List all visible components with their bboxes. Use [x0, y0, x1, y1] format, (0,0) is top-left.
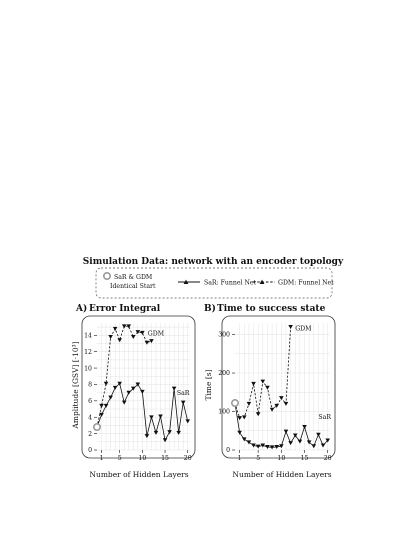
panel-a-xlabel: Number of Hidden Layers	[89, 470, 189, 479]
panel-b-ytick-label: 0	[226, 447, 230, 455]
panel-b-gdm-point	[288, 325, 293, 329]
figure-title: Simulation Data: network with an encoder topology	[82, 257, 344, 267]
panel-a-annotation-gdm: GDM	[147, 330, 165, 338]
panel-a-ytick-label: 2	[88, 430, 92, 438]
panel-a-sar-point	[158, 415, 163, 419]
legend-sar-label: SaR: Funnel Net	[204, 279, 257, 287]
panel-a-sar-point	[122, 401, 127, 405]
panel-a-gdm-point	[117, 338, 122, 342]
panel-b-xtick-label: 5	[256, 455, 261, 462]
panel-a-sar-point	[172, 387, 177, 391]
panel-b-xtick-label: 15	[300, 455, 309, 462]
panel-b-gdm-point	[242, 415, 247, 419]
panel-a-gdm-point	[104, 382, 109, 386]
panel-a-sar-point	[176, 431, 181, 435]
panel-a-gdm-point	[149, 339, 154, 343]
panel-a-xtick-label: 15	[161, 455, 169, 462]
panel-a-sar-point	[104, 404, 109, 408]
panel-b-gdm-point	[256, 412, 261, 416]
panel-a-sar-point	[181, 401, 186, 405]
panel-b-annotation-sar: SaR	[318, 414, 332, 422]
panel-a-sar-point	[113, 386, 118, 390]
panel-a-sar-point	[185, 419, 190, 423]
panel-b-ylabel: Time [s]	[204, 369, 213, 401]
panel-a-ytick-label: 8	[88, 381, 92, 389]
panel-b-gdm-point	[279, 396, 284, 400]
panel-a-gdm-point	[108, 335, 113, 339]
panel-b-xlabel: Number of Hidden Layers	[232, 470, 332, 479]
panel-a-xtick-label: 1	[99, 455, 104, 462]
panel-a-gdm-point	[99, 404, 104, 408]
panel-a-gdm-point	[131, 335, 136, 339]
panel-a-xtick-label: 10	[138, 455, 147, 462]
panel-a	[71, 303, 195, 479]
panel-b-gdm-point	[270, 408, 275, 412]
panel-b-sar-point	[321, 443, 326, 447]
panel-b-annotation-gdm: GDM	[295, 325, 312, 333]
legend	[96, 268, 334, 298]
panel-b-sar-point	[298, 440, 303, 444]
panel-a-ytick-label: 10	[84, 365, 92, 373]
panel-a-title: Error Integral	[89, 304, 161, 314]
panel-a-frame	[82, 316, 195, 458]
panel-b-sar-point	[256, 445, 261, 449]
panel-b-sar-point	[237, 431, 242, 435]
panel-b-label: B)	[204, 304, 216, 314]
panel-b-ytick-label: 200	[218, 370, 230, 378]
panel-b-sar-point	[316, 433, 321, 437]
panel-a-ytick-label: 12	[84, 348, 92, 356]
panel-b	[204, 303, 335, 479]
panel-b-ytick-label: 300	[218, 331, 230, 339]
panel-b-xtick-label: 20	[323, 455, 332, 462]
panel-a-sar-point	[145, 434, 150, 438]
panel-a-gdm-point	[113, 327, 118, 331]
panel-a-xtick-label: 5	[117, 455, 122, 462]
panel-a-start-point	[94, 424, 100, 430]
panel-b-gdm-point	[251, 382, 256, 386]
panel-b-sar-point	[284, 430, 289, 434]
panel-b-gdm-point	[265, 386, 270, 390]
panel-b-xtick-label: 10	[277, 455, 286, 462]
panel-b-gdm-point	[284, 402, 289, 406]
panel-b-xtick-label: 1	[237, 455, 242, 462]
panel-b-gdm-point	[261, 380, 266, 384]
panel-a-ytick-label: 4	[88, 414, 92, 422]
panel-a-label: A)	[76, 304, 88, 314]
panel-b-start-point	[232, 400, 238, 406]
panel-a-sar-point	[108, 396, 113, 400]
panel-a-sar-point	[154, 431, 159, 435]
panel-a-ytick-label: 14	[84, 332, 92, 340]
legend-gdm-label: GDM: Funnel Net	[278, 279, 334, 287]
panel-a-ytick-label: 6	[88, 398, 92, 406]
panel-a-sar-point	[140, 390, 145, 394]
panel-b-sar-point	[288, 441, 293, 445]
panel-b-frame	[222, 316, 335, 458]
panel-a-annotation-sar: SaR	[176, 390, 190, 398]
panel-a-ylabel: Amplitude [GSV] [·10³]	[71, 341, 80, 429]
panel-a-gdm-point	[145, 341, 150, 345]
panel-a-xtick-label: 20	[183, 455, 192, 462]
panel-b-sar-point	[311, 444, 316, 448]
panel-b-title: Time to success state	[217, 304, 326, 314]
panel-b-ytick-label: 100	[218, 408, 230, 416]
legend-start-label-2: Identical Start	[110, 283, 156, 290]
legend-start-marker	[104, 273, 110, 279]
legend-start-label: SaR & GDM	[114, 274, 153, 281]
panel-b-sar-point	[302, 425, 307, 429]
panel-b-gdm-point	[247, 402, 252, 406]
panel-a-ytick-label: 0	[88, 447, 92, 455]
